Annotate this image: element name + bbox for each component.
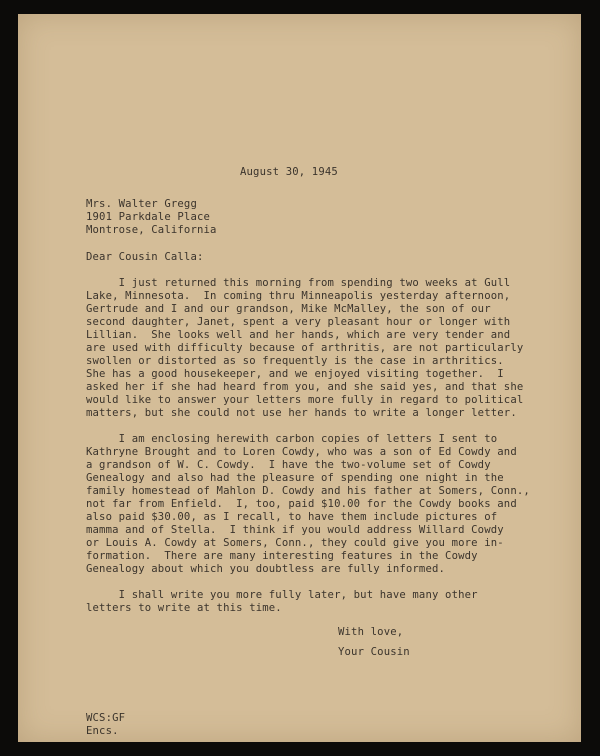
recipient-name: Mrs. Walter Gregg: [86, 198, 197, 210]
body-line: She has a good housekeeper, and we enjoyed visiting together. I: [86, 368, 504, 380]
body-line: Kathryne Brought and to Loren Cowdy, who was a son of Ed Cowdy and: [86, 446, 517, 458]
body-line: second daughter, Janet, spent a very pleasant hour or longer with: [86, 316, 511, 328]
closing: With love,: [338, 626, 404, 638]
body-line: Genealogy about which you doubtless are fully informed.: [86, 563, 446, 575]
signature: Your Cousin: [338, 646, 410, 658]
body-line: family homestead of Mahlon D. Cowdy and his father at Somers, Conn.,: [86, 485, 530, 497]
body-line: Lake, Minnesota. In coming thru Minneapolis yesterday afternoon,: [86, 290, 511, 302]
letter-date: August 30, 1945: [240, 166, 338, 178]
body-line: are used with difficulty because of arthritis, are not particularly: [86, 342, 524, 354]
body-line: Gertrude and I and our grandson, Mike McMalley, the son of our: [86, 303, 491, 315]
body-line: not far from Enfield. I, too, paid $10.00 for the Cowdy books and: [86, 498, 517, 510]
body-line: asked her if she had heard from you, and she said yes, and that she: [86, 381, 524, 393]
recipient-street: 1901 Parkdale Place: [86, 211, 211, 223]
body-line: also paid $30.00, as I recall, to have them include pictures of: [86, 511, 498, 523]
body-line: I shall write you more fully later, but have many other: [86, 589, 478, 601]
body-line: I am enclosing herewith carbon copies of letters I sent to: [86, 433, 498, 445]
body-line: mamma and of Stella. I think if you would address Willard Cowdy: [86, 524, 504, 536]
body-line: swollen or distorted as so frequently is the case in arthritics.: [86, 355, 504, 367]
letter-page: [18, 14, 581, 742]
body-line: I just returned this morning from spending two weeks at Gull: [86, 277, 511, 289]
body-line: or Louis A. Cowdy at Somers, Conn., they could give you more in-: [86, 537, 504, 549]
salutation: Dear Cousin Calla:: [86, 251, 204, 263]
body-line: Lillian. She looks well and her hands, which are very tender and: [86, 329, 511, 341]
body-line: formation. There are many interesting features in the Cowdy: [86, 550, 478, 562]
body-line: would like to answer your letters more fully in regard to political: [86, 394, 524, 406]
recipient-city: Montrose, California: [86, 224, 217, 236]
enclosures-note: Encs.: [86, 725, 119, 737]
body-line: letters to write at this time.: [86, 602, 282, 614]
typist-initials: WCS:GF: [86, 712, 126, 724]
body-line: Genealogy and also had the pleasure of spending one night in the: [86, 472, 504, 484]
body-line: matters, but she could not use her hands to write a longer letter.: [86, 407, 517, 419]
body-line: a grandson of W. C. Cowdy. I have the two-volume set of Cowdy: [86, 459, 491, 471]
